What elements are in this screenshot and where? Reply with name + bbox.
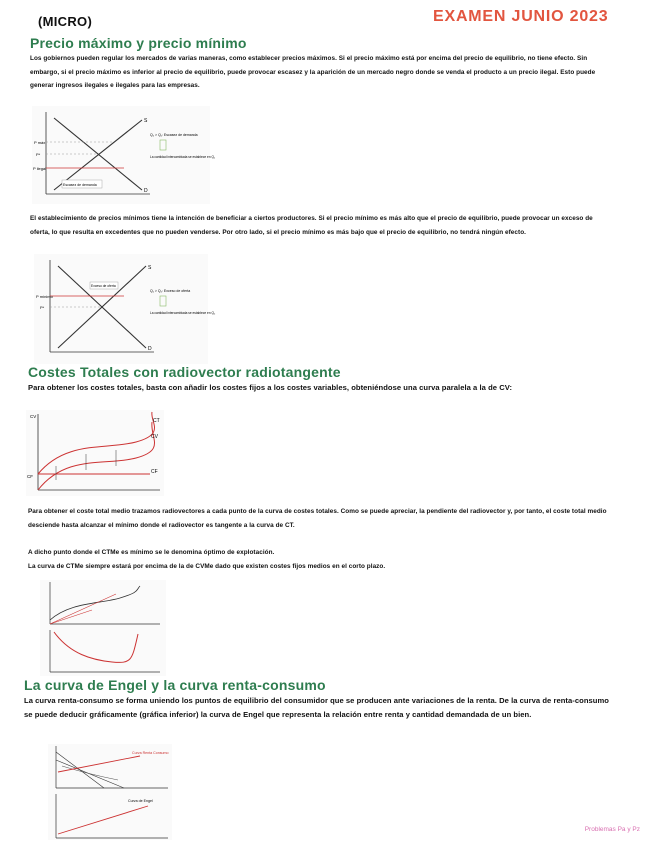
paragraph-coste-medio: Para obtener el coste total medio trazamos radiovectores a cada punto de la curva de costes totales. Como se puede apreciar, la pendiente del radiovector y, por tanto, el coste total medio desciende hasta alcanzar el mínimo donde el radiovector es tangente a la curva de CT. [28, 508, 607, 529]
shortage-label: Escasez de demanda [63, 183, 97, 187]
paragraph-optimo: A dicho punto donde el CTMe es mínimo se le denomina óptimo de explotación. [28, 549, 275, 556]
paragraph-engel: La curva renta-consumo se forma uniendo los puntos de equilibrio del consumidor que se producen ante variaciones de la renta. De la curva de renta-consumo se puede deducir gráficamente (gráfica inferior) la curva de Engel que representa la relación entre renta y cantidad demandada de un bien. [24, 696, 609, 719]
paragraph-costes-totales: Para obtener los costes totales, basta con añadir los costes fijos a los costes variables, obteniéndose una curva paralela a la de CV: [28, 383, 513, 392]
section-title-engel: La curva de Engel y la curva renta-consumo [24, 677, 326, 693]
p-min-label: P mínimo [36, 294, 53, 299]
footer-note: Problemas Pa y Pz [584, 826, 640, 833]
p-eq-label: P* [36, 152, 41, 157]
p-eq-label-2: P* [40, 305, 45, 310]
excess-label: Exceso de oferta [91, 284, 116, 288]
section-title-costes: Costes Totales con radiovector radiotangente [28, 364, 341, 380]
course-label: (MICRO) [38, 14, 93, 29]
renta-consumo-label: Curva Renta Consumo [132, 751, 169, 755]
paragraph-ctme: La curva de CTMe siempre estará por encima de la de CVMe dado que existen costes fijos medios en el corto plazo. [28, 563, 386, 570]
p-max-label: P máx [34, 140, 46, 145]
price-ceiling-diagram [32, 106, 216, 204]
cf-label: CF [151, 469, 158, 475]
section-title-precios: Precio máximo y precio mínimo [30, 35, 247, 51]
supply-label-2: S [148, 265, 152, 271]
paragraph-precio-maximo: Los gobiernos pueden regular los mercados de varias maneras, como establecer precios máximos. Si el precio máximo está por encima del precio de equilibrio, no tiene efecto. Sin embargo, si el precio máximo es inferior al precio de equilibrio, puede provocar escasez y la aparición de un mercado negro donde se venda el producto a un precio ilegal. Esto puede generar ingresos ilegales e ilegales para las empresas. [30, 55, 596, 89]
p-ilegal-label: P ilegal [33, 166, 47, 171]
cv-label: CV [151, 434, 158, 440]
total-cost-diagram [26, 410, 164, 496]
supply-label: S [144, 118, 148, 124]
exam-title: EXAMEN JUNIO 2023 [433, 8, 609, 25]
price-floor-diagram [34, 254, 216, 364]
ceiling-note: La cantidad intercambiada se establece en Q₁ [150, 155, 216, 159]
demand-label: D [144, 188, 148, 194]
cv-axis-label: CV [30, 414, 37, 419]
average-cost-diagram [40, 580, 166, 676]
floor-note: La cantidad intercambiada se establece en Q₂ [150, 311, 216, 315]
demand-label-2: D [148, 346, 152, 352]
ceiling-box: Q₂ > Q₁: Escasez de demanda [150, 133, 198, 137]
ct-label: CT [153, 418, 160, 424]
floor-box: Q₁ > Q₂: Exceso de oferta [150, 289, 191, 293]
engel-curve-diagram [48, 744, 172, 840]
paragraph-precio-minimo: El establecimiento de precios mínimos tiene la intención de beneficiar a ciertos productores. Si el precio mínimo es más alto que el precio de equilibrio, puede provocar un exceso de oferta, lo que resulta en excedentes que no pueden venderse. Por otro lado, si el precio mínimo es más bajo que el precio de equilibrio, no tendrá ningún efecto. [30, 215, 593, 236]
engel-label: Curva de Engel [128, 799, 153, 803]
cf-axis-label: CF [27, 474, 33, 479]
